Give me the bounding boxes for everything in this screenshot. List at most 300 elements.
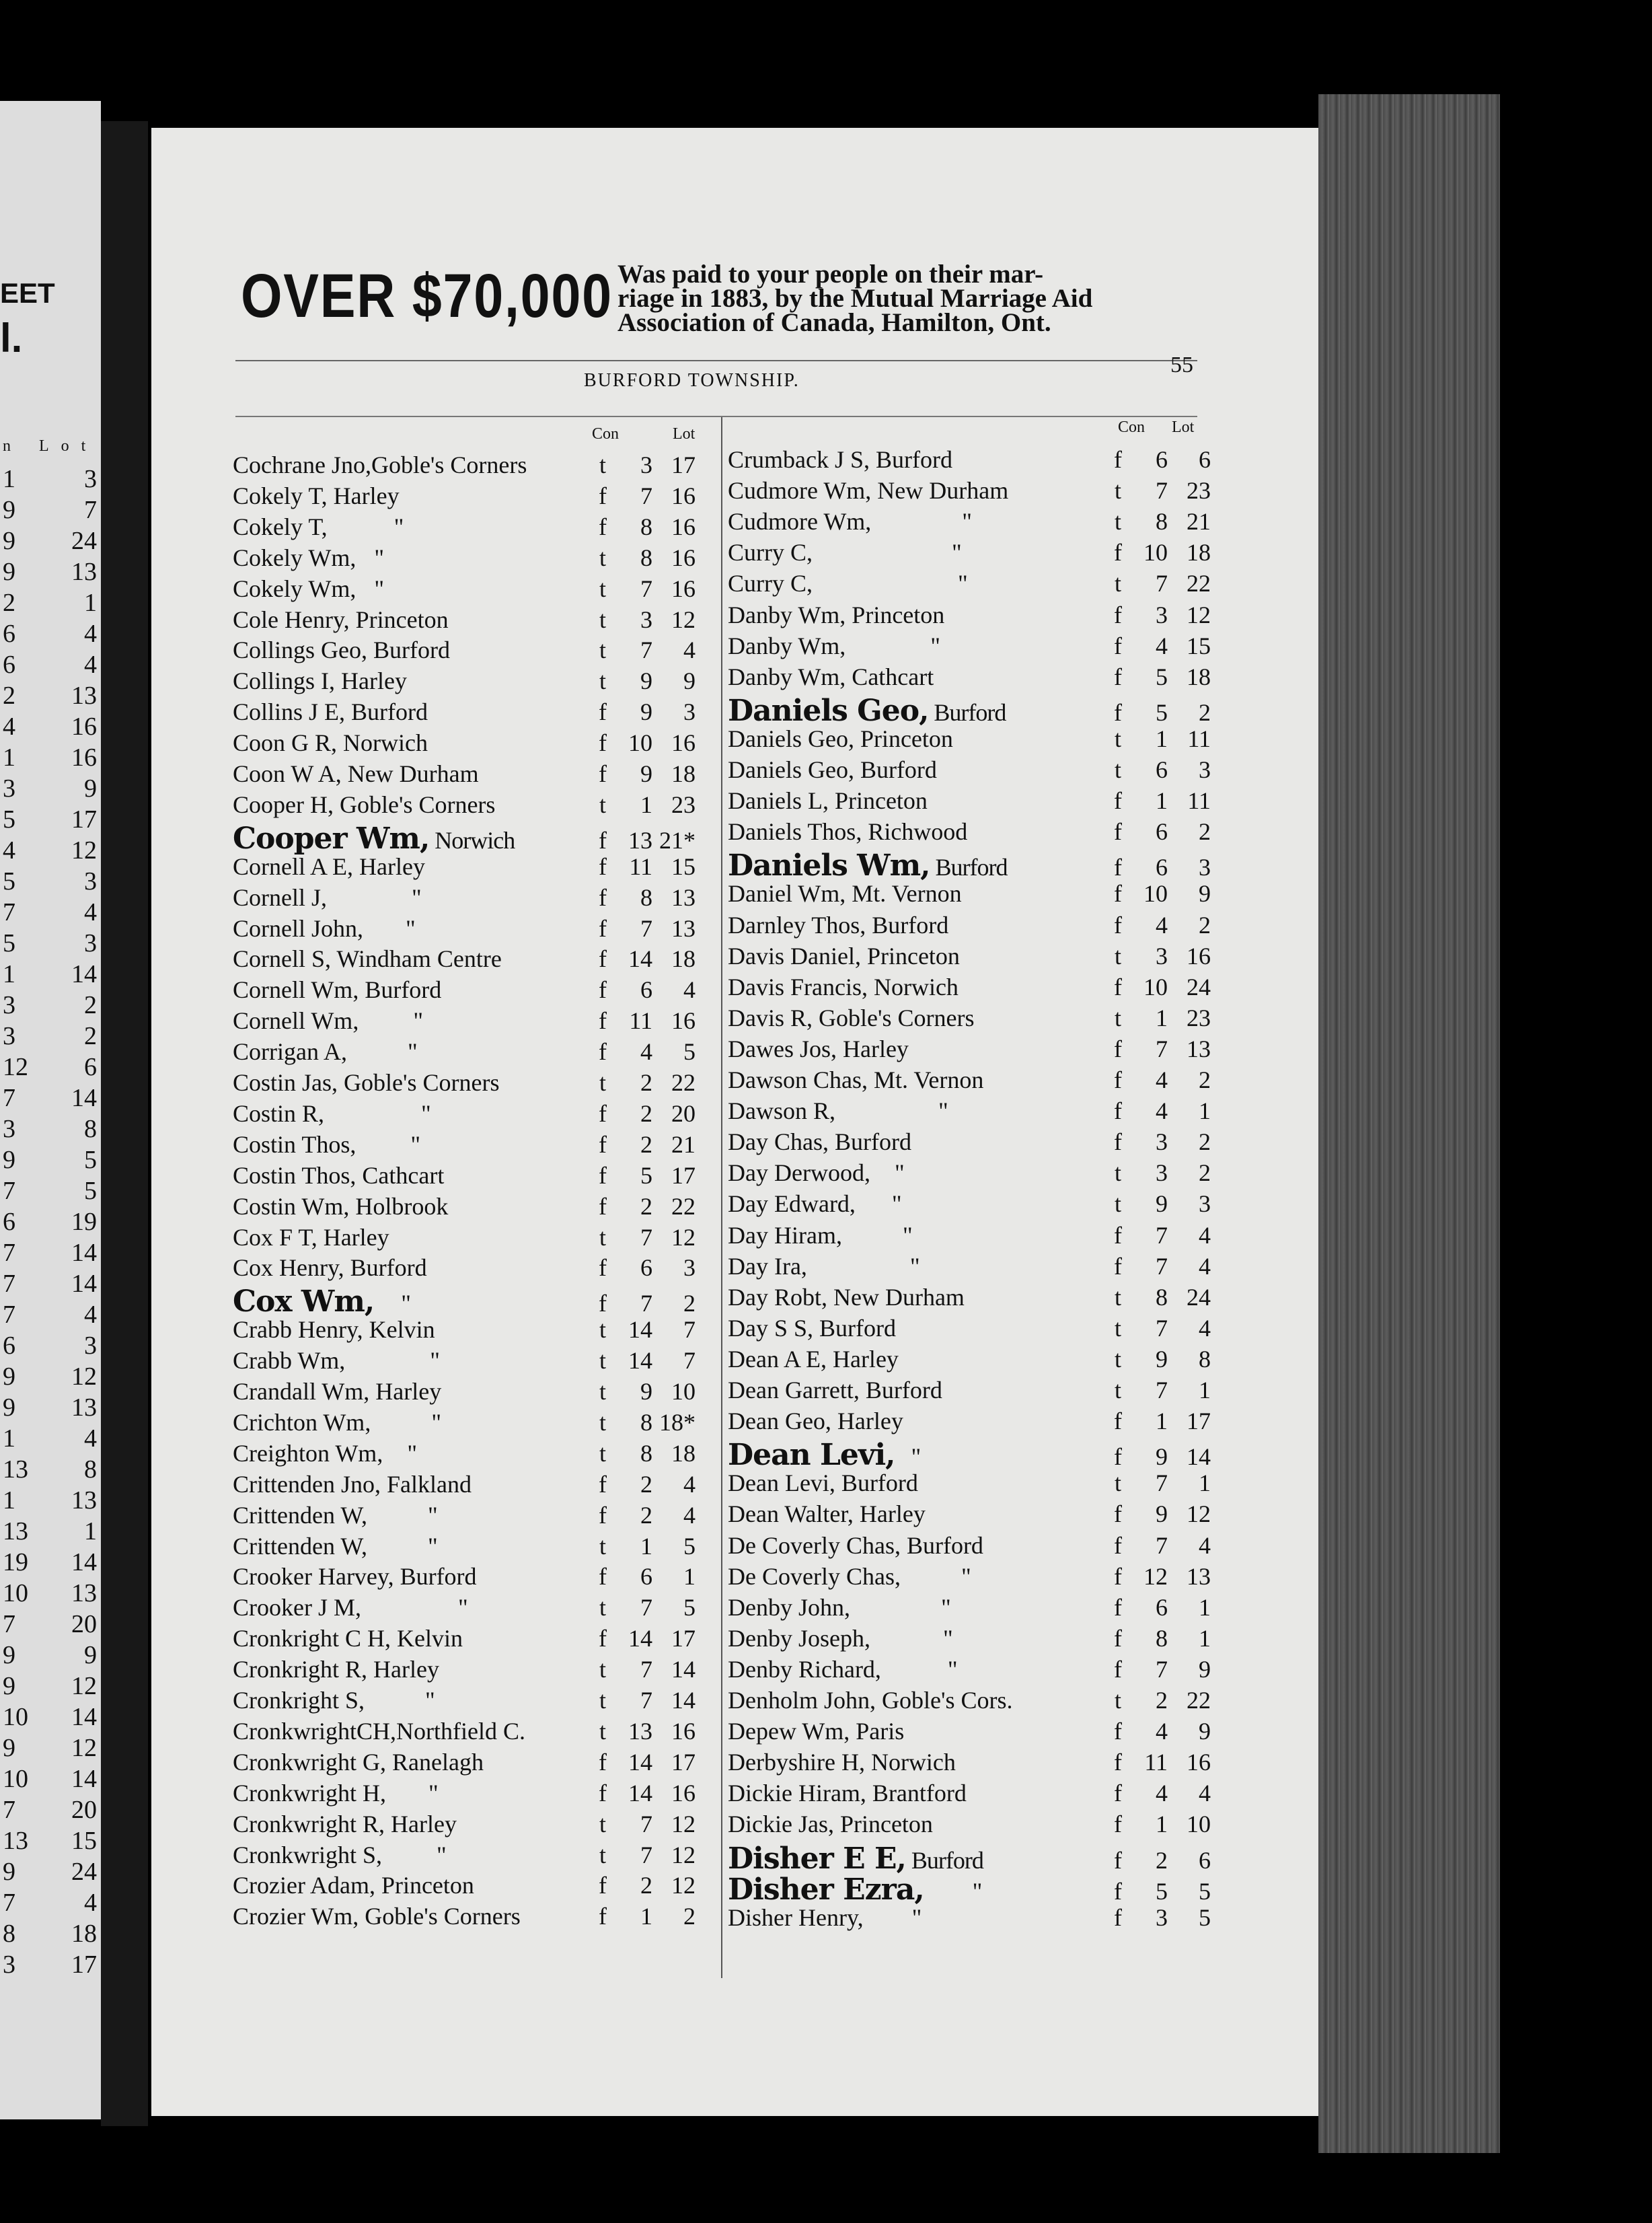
entry-name: Cornell Wm, "	[233, 1007, 424, 1035]
facing-page-lot: 13	[71, 682, 97, 710]
entry-tenure: f	[599, 1748, 607, 1776]
entry-name: Cronkright R, Harley	[233, 1656, 439, 1683]
entry-tenure: f	[599, 852, 607, 880]
facing-page-row	[3, 1145, 97, 1175]
entry-tenure: f	[1114, 446, 1122, 473]
entry-lot: 17	[671, 451, 696, 478]
entry-name-bold: Disher E E,	[728, 1841, 906, 1876]
entry-tenure: f	[1114, 663, 1122, 690]
entry-tenure: t	[1114, 942, 1121, 970]
entry-concession: 6	[1156, 1593, 1168, 1621]
directory-entry	[728, 632, 1211, 663]
entry-lot: 9	[1199, 1655, 1211, 1683]
entry-tenure: f	[599, 914, 607, 942]
facing-page-con: 9	[3, 1393, 15, 1422]
entry-tenure: f	[1114, 818, 1122, 846]
entry-concession: 2	[640, 1130, 652, 1158]
entry-tenure: f	[599, 1038, 607, 1066]
entry-lot: 11	[1187, 725, 1211, 752]
entry-tenure: t	[1114, 570, 1121, 597]
facing-page-con: 1	[3, 960, 15, 988]
entry-lot: 16	[1187, 1749, 1211, 1776]
entry-concession: 7	[1156, 1469, 1168, 1497]
entry-lot: 12	[671, 1841, 696, 1868]
directory-entry	[728, 507, 1211, 538]
entry-name: Cornell S, Windham Centre	[233, 945, 502, 973]
facing-page-row	[3, 836, 97, 865]
directory-entry	[728, 1407, 1211, 1438]
entry-concession: 11	[1144, 1749, 1168, 1776]
facing-page-row	[3, 557, 97, 587]
entry-tenure: t	[599, 1378, 606, 1405]
facing-page-con: 10	[3, 1703, 28, 1731]
facing-page-row	[3, 1455, 97, 1484]
facing-page-con: 7	[3, 1301, 15, 1329]
facing-page-row	[3, 1578, 97, 1608]
directory-entry	[728, 1717, 1211, 1748]
facing-page-row	[3, 1424, 97, 1453]
facing-page-row	[3, 619, 97, 649]
entry-lot: 2	[1199, 1159, 1211, 1187]
directory-entry	[233, 821, 696, 856]
entry-concession: 13	[628, 826, 652, 854]
facing-page-row	[3, 867, 97, 896]
entry-tenure: t	[1114, 1345, 1121, 1373]
entry-lot: 15	[1187, 632, 1211, 659]
entry-concession: 8	[1156, 508, 1168, 536]
entry-name-bold: Dean Levi,	[728, 1438, 895, 1473]
facing-page-con: 9	[3, 496, 15, 524]
entry-concession: 1	[640, 1532, 652, 1560]
entry-concession: 7	[1156, 477, 1168, 505]
directory-entry	[233, 914, 696, 945]
entry-name	[728, 1438, 1104, 1472]
entry-name	[728, 848, 1104, 883]
facing-page-con: 3	[3, 1115, 15, 1143]
entry-concession: 7	[640, 1841, 652, 1868]
entry-tenure: t	[1114, 756, 1121, 783]
entry-tenure: f	[1114, 973, 1122, 1000]
entry-tenure: f	[1114, 1624, 1122, 1652]
entry-name: Day Derwood, "	[728, 1159, 905, 1187]
facing-page-con: 13	[3, 1827, 28, 1855]
entry-concession: 1	[1156, 1408, 1168, 1435]
directory-entry	[233, 1562, 696, 1593]
entry-tenure: f	[1114, 1562, 1122, 1590]
entry-lot: 20	[671, 1099, 696, 1127]
entry-concession: 8	[640, 883, 652, 911]
entry-name-bold: Cooper Wm,	[233, 821, 430, 856]
directory-entry	[233, 1717, 696, 1748]
entry-lot: 4	[1199, 1780, 1211, 1807]
facing-page-con: 6	[3, 1208, 15, 1236]
entry-concession: 14	[628, 1779, 652, 1807]
directory-entry	[728, 1624, 1211, 1655]
entry-name-bold: Cox Wm,	[233, 1284, 375, 1319]
facing-page-con: 12	[3, 1053, 28, 1081]
advertisement	[241, 261, 1196, 342]
entry-concession: 8	[640, 1408, 652, 1436]
facing-page-con: 1	[3, 743, 15, 772]
facing-page-lot: 13	[71, 558, 97, 586]
entry-lot: 14	[671, 1656, 696, 1683]
facing-page-con: 9	[3, 1858, 15, 1886]
directory-entry	[233, 1501, 696, 1532]
facing-page-lot: 13	[71, 1486, 97, 1515]
entry-concession: 9	[1156, 1443, 1168, 1471]
entry-name: Cudmore Wm, "	[728, 508, 973, 536]
entry-concession: 7	[1156, 1377, 1168, 1404]
directory-entry	[728, 1469, 1211, 1500]
entry-tenure: t	[1114, 1283, 1121, 1311]
entry-concession: 7	[1156, 1314, 1168, 1342]
directory-entry	[728, 911, 1211, 942]
entry-lot: 24	[1187, 1283, 1211, 1311]
directory-entry	[233, 1624, 696, 1655]
entry-name: Cornell Wm, Burford	[233, 976, 442, 1004]
running-head: BURFORD TOWNSHIP.	[584, 370, 800, 391]
entry-tenure: t	[1114, 1190, 1121, 1218]
entry-name: Denby Richard, "	[728, 1655, 958, 1683]
entry-name: Cokely T, Harley	[233, 482, 400, 509]
entry-tenure: f	[599, 945, 607, 973]
facing-page-con: 10	[3, 1579, 28, 1607]
entry-lot: 4	[683, 1501, 696, 1529]
facing-page-con: 7	[3, 898, 15, 926]
entry-name-rest: "	[895, 1443, 921, 1471]
left-column-con-header: Con	[592, 425, 620, 443]
entry-tenure: t	[599, 1656, 606, 1683]
facing-page-lot: 4	[84, 1301, 97, 1329]
entry-tenure: f	[599, 513, 607, 540]
facing-page-row	[3, 1857, 97, 1887]
entry-lot: 5	[1199, 1903, 1211, 1931]
entry-lot: 22	[1187, 1687, 1211, 1714]
facing-page-row	[3, 1517, 97, 1546]
entry-name: Coon G R, Norwich	[233, 729, 428, 757]
entry-lot: 24	[1187, 973, 1211, 1000]
entry-name: Coon W A, New Durham	[233, 760, 479, 787]
entry-name: Cronkwright G, Ranelagh	[233, 1748, 484, 1776]
facing-page-row	[3, 1640, 97, 1670]
facing-page-con: 4	[3, 713, 15, 741]
directory-entry	[233, 606, 696, 636]
facing-page-con: 7	[3, 1610, 15, 1638]
directory-entry	[233, 1470, 696, 1501]
facing-page-lot: 12	[71, 1734, 97, 1762]
entry-tenure: f	[1114, 1655, 1122, 1683]
entry-tenure: t	[599, 1687, 606, 1714]
entry-name: Denholm John, Goble's Cors.	[728, 1687, 1013, 1714]
entry-concession: 9	[1156, 1345, 1168, 1373]
entry-tenure: f	[599, 760, 607, 787]
entry-name: Daniels Thos, Richwood	[728, 818, 968, 846]
entry-concession: 5	[640, 1161, 652, 1189]
entry-concession: 9	[1156, 1190, 1168, 1218]
entry-name: Curry C, "	[728, 570, 968, 597]
entry-lot: 12	[671, 1223, 696, 1251]
entry-lot: 22	[1187, 570, 1211, 597]
entry-name: Crittenden Jno, Falkland	[233, 1470, 472, 1498]
entry-lot: 6	[1199, 1846, 1211, 1874]
directory-entry	[728, 1779, 1211, 1810]
directory-entry	[233, 1408, 696, 1439]
entry-tenure: t	[1114, 1469, 1121, 1497]
directory-entry	[728, 879, 1211, 910]
directory-entry	[728, 942, 1211, 973]
entry-concession: 2	[1156, 1846, 1168, 1874]
entry-concession: 8	[1156, 1624, 1168, 1652]
entry-name: Danby Wm, Princeton	[728, 601, 945, 628]
entry-concession: 2	[640, 1872, 652, 1899]
entry-name: Denby Joseph, "	[728, 1624, 953, 1652]
entry-concession: 1	[640, 791, 652, 818]
facing-page-row	[3, 1083, 97, 1113]
facing-page-con: 2	[3, 682, 15, 710]
entry-name: Corrigan A, "	[233, 1038, 418, 1066]
entry-lot: 2	[1199, 1066, 1211, 1093]
entry-tenure: t	[1114, 1377, 1121, 1404]
entry-lot: 5	[683, 1038, 696, 1066]
facing-page-lot: 16	[71, 713, 97, 741]
entry-lot: 21	[671, 1130, 696, 1158]
entry-concession: 8	[640, 544, 652, 571]
entry-lot: 5	[683, 1594, 696, 1621]
entry-concession: 3	[640, 606, 652, 633]
entry-name: Day Chas, Burford	[728, 1128, 911, 1156]
directory-entry	[728, 569, 1211, 600]
entry-tenure: f	[1114, 1252, 1122, 1280]
directory-entry	[728, 1686, 1211, 1717]
facing-page-con: 9	[3, 1362, 15, 1391]
page-stack-edge	[1318, 94, 1500, 2153]
facing-page-row	[3, 1733, 97, 1763]
directory-entry	[233, 852, 696, 883]
facing-page-row	[3, 1671, 97, 1701]
entry-name: Depew Wm, Paris	[728, 1718, 905, 1745]
entry-lot: 16	[671, 544, 696, 571]
facing-page-con: 10	[3, 1765, 28, 1793]
entry-tenure: t	[599, 667, 606, 695]
column-divider	[721, 417, 722, 1978]
entry-concession: 3	[1156, 1128, 1168, 1156]
entry-lot: 12	[1187, 601, 1211, 628]
entry-tenure: f	[1114, 1593, 1122, 1621]
facing-page-con: 7	[3, 1889, 15, 1917]
entry-concession: 7	[1156, 1655, 1168, 1683]
facing-page-con: 6	[3, 651, 15, 679]
entry-lot: 18	[1187, 663, 1211, 690]
entry-name: Crooker Harvey, Burford	[233, 1563, 477, 1591]
entry-lot: 16	[671, 482, 696, 509]
entry-tenure: f	[1114, 632, 1122, 659]
entry-tenure: f	[599, 1501, 607, 1529]
directory-entry	[233, 1161, 696, 1192]
entry-tenure: f	[599, 1903, 607, 1930]
facing-page-con: 9	[3, 1641, 15, 1669]
entry-lot: 23	[1187, 477, 1211, 505]
entry-tenure: f	[1114, 1718, 1122, 1745]
entry-concession: 14	[628, 945, 652, 973]
facing-page-lot: 24	[71, 1858, 97, 1886]
directory-entry	[728, 1097, 1211, 1128]
entry-tenure: t	[599, 575, 606, 602]
entry-name: Danby Wm, "	[728, 632, 941, 659]
column-header-rule	[235, 416, 1197, 417]
entry-name-rest: "	[924, 1877, 982, 1905]
entry-tenure: f	[599, 1779, 607, 1807]
entry-concession: 6	[640, 1563, 652, 1591]
entry-lot: 18	[671, 945, 696, 973]
entry-name-rest: "	[374, 1290, 410, 1317]
directory-entry	[728, 1283, 1211, 1314]
directory-entry	[728, 848, 1211, 883]
entry-tenure: t	[599, 451, 606, 478]
entry-name: Day S S, Burford	[728, 1314, 896, 1342]
facing-page-con: 9	[3, 558, 15, 586]
directory-entry	[233, 667, 696, 698]
entry-name: Collings Geo, Burford	[233, 636, 450, 664]
entry-name: Denby John, "	[728, 1593, 951, 1621]
directory-entry	[728, 1903, 1211, 1934]
facing-page-lot: 2	[84, 1022, 97, 1050]
entry-name: Davis Daniel, Princeton	[728, 942, 960, 970]
entry-name: Cronkright C H, Kelvin	[233, 1625, 463, 1652]
entry-lot: 9	[1199, 880, 1211, 908]
facing-page-con: 9	[3, 1734, 15, 1762]
facing-page-lot: 1	[84, 589, 97, 617]
facing-page-row	[3, 805, 97, 834]
entry-name: Crittenden W, "	[233, 1532, 438, 1560]
entry-concession: 5	[1156, 663, 1168, 690]
entry-lot: 4	[683, 976, 696, 1004]
facing-page-con: 2	[3, 589, 15, 617]
facing-page-lot: 3	[84, 867, 97, 896]
entry-concession: 5	[1156, 698, 1168, 726]
entry-lot: 10	[1187, 1811, 1211, 1838]
directory-entry	[728, 1872, 1211, 1907]
facing-page-lot: 7	[84, 496, 97, 524]
entry-tenure: t	[599, 1439, 606, 1467]
entry-tenure: f	[599, 883, 607, 911]
directory-entry	[728, 445, 1211, 476]
facing-page-lot: 13	[71, 1393, 97, 1422]
directory-entry	[233, 1007, 696, 1037]
entry-concession: 7	[1156, 1252, 1168, 1280]
entry-lot: 17	[671, 1748, 696, 1776]
entry-lot: 2	[1199, 911, 1211, 939]
ad-line-1: Was paid to your people on their mar-	[617, 260, 1044, 289]
entry-concession: 10	[1143, 539, 1168, 567]
entry-lot: 3	[1199, 1190, 1211, 1218]
entry-name: Creighton Wm, "	[233, 1439, 418, 1467]
entry-lot: 7	[683, 1316, 696, 1344]
entry-name: Daniel Wm, Mt. Vernon	[728, 880, 962, 908]
entry-lot: 13	[671, 914, 696, 942]
entry-lot: 10	[671, 1378, 696, 1405]
entry-lot: 2	[1199, 1128, 1211, 1156]
entry-lot: 1	[1199, 1624, 1211, 1652]
entry-concession: 5	[1156, 1877, 1168, 1905]
entry-tenure: f	[599, 729, 607, 757]
facing-page-lot: 14	[71, 1084, 97, 1112]
entry-tenure: t	[599, 791, 606, 818]
entry-name: Day Robt, New Durham	[728, 1283, 965, 1311]
entry-tenure: f	[599, 1192, 607, 1220]
facing-page-lot: 19	[71, 1208, 97, 1236]
entry-concession: 8	[640, 513, 652, 540]
directory-entry	[728, 1376, 1211, 1407]
directory-entry	[233, 883, 696, 914]
entry-name: Cornell J, "	[233, 883, 422, 911]
entry-name: Cole Henry, Princeton	[233, 606, 449, 633]
directory-entry	[728, 538, 1211, 569]
facing-page-row	[3, 650, 97, 680]
facing-page-lot: 8	[84, 1115, 97, 1143]
entry-name: Day Ira, "	[728, 1252, 920, 1280]
entry-name: Costin Thos, "	[233, 1130, 421, 1158]
entry-lot: 18	[671, 1439, 696, 1467]
entry-concession: 7	[640, 482, 652, 509]
facing-page-row	[3, 1795, 97, 1825]
directory-entry	[728, 1066, 1211, 1097]
entry-name: Day Hiram, "	[728, 1221, 913, 1249]
entry-name: Danby Wm, Cathcart	[728, 663, 934, 690]
directory-entry	[728, 1841, 1211, 1876]
entry-tenure: f	[1114, 1780, 1122, 1807]
entry-tenure: f	[599, 1563, 607, 1591]
facing-page-lot: 14	[71, 1270, 97, 1298]
directory-entry	[233, 1037, 696, 1068]
entry-name: Crumback J S, Burford	[728, 446, 952, 473]
entry-concession: 14	[628, 1316, 652, 1344]
facing-page-con: 9	[3, 527, 15, 555]
entry-tenure: t	[599, 1532, 606, 1560]
entry-name: Cokely Wm, "	[233, 544, 385, 571]
entry-lot: 9	[683, 667, 696, 695]
entry-name: Daniels Geo, Princeton	[728, 725, 953, 752]
facing-page-lot: 20	[71, 1796, 97, 1824]
facing-page-lot: 18	[71, 1920, 97, 1948]
entry-name: Cox Henry, Burford	[233, 1254, 427, 1282]
entry-name: Cox F T, Harley	[233, 1223, 389, 1251]
directory-entry	[728, 476, 1211, 507]
entry-concession: 1	[1156, 787, 1168, 815]
entry-tenure: t	[1114, 508, 1121, 536]
facing-page-row	[3, 1393, 97, 1422]
entry-lot: 12	[671, 606, 696, 633]
entry-tenure: f	[599, 1470, 607, 1498]
entry-lot: 4	[1199, 1221, 1211, 1249]
entry-name	[233, 1284, 589, 1319]
directory-entry	[728, 1035, 1211, 1066]
directory-entry	[728, 693, 1211, 728]
facing-page-row	[3, 1547, 97, 1577]
entry-name: Curry C, "	[728, 539, 962, 567]
entry-tenure: f	[1114, 1903, 1122, 1931]
facing-page-row	[3, 464, 97, 494]
entry-lot: 2	[683, 1290, 696, 1317]
facing-page-lot: 12	[71, 1362, 97, 1391]
facing-page-row	[3, 1950, 97, 1979]
facing-page-lot: 1	[84, 1517, 97, 1545]
directory-entry	[728, 1562, 1211, 1593]
header-rule	[235, 360, 1197, 361]
facing-page-lot: 5	[84, 1177, 97, 1205]
entry-concession: 7	[1156, 1035, 1168, 1062]
entry-concession: 10	[628, 729, 652, 757]
directory-entry	[233, 1346, 696, 1377]
